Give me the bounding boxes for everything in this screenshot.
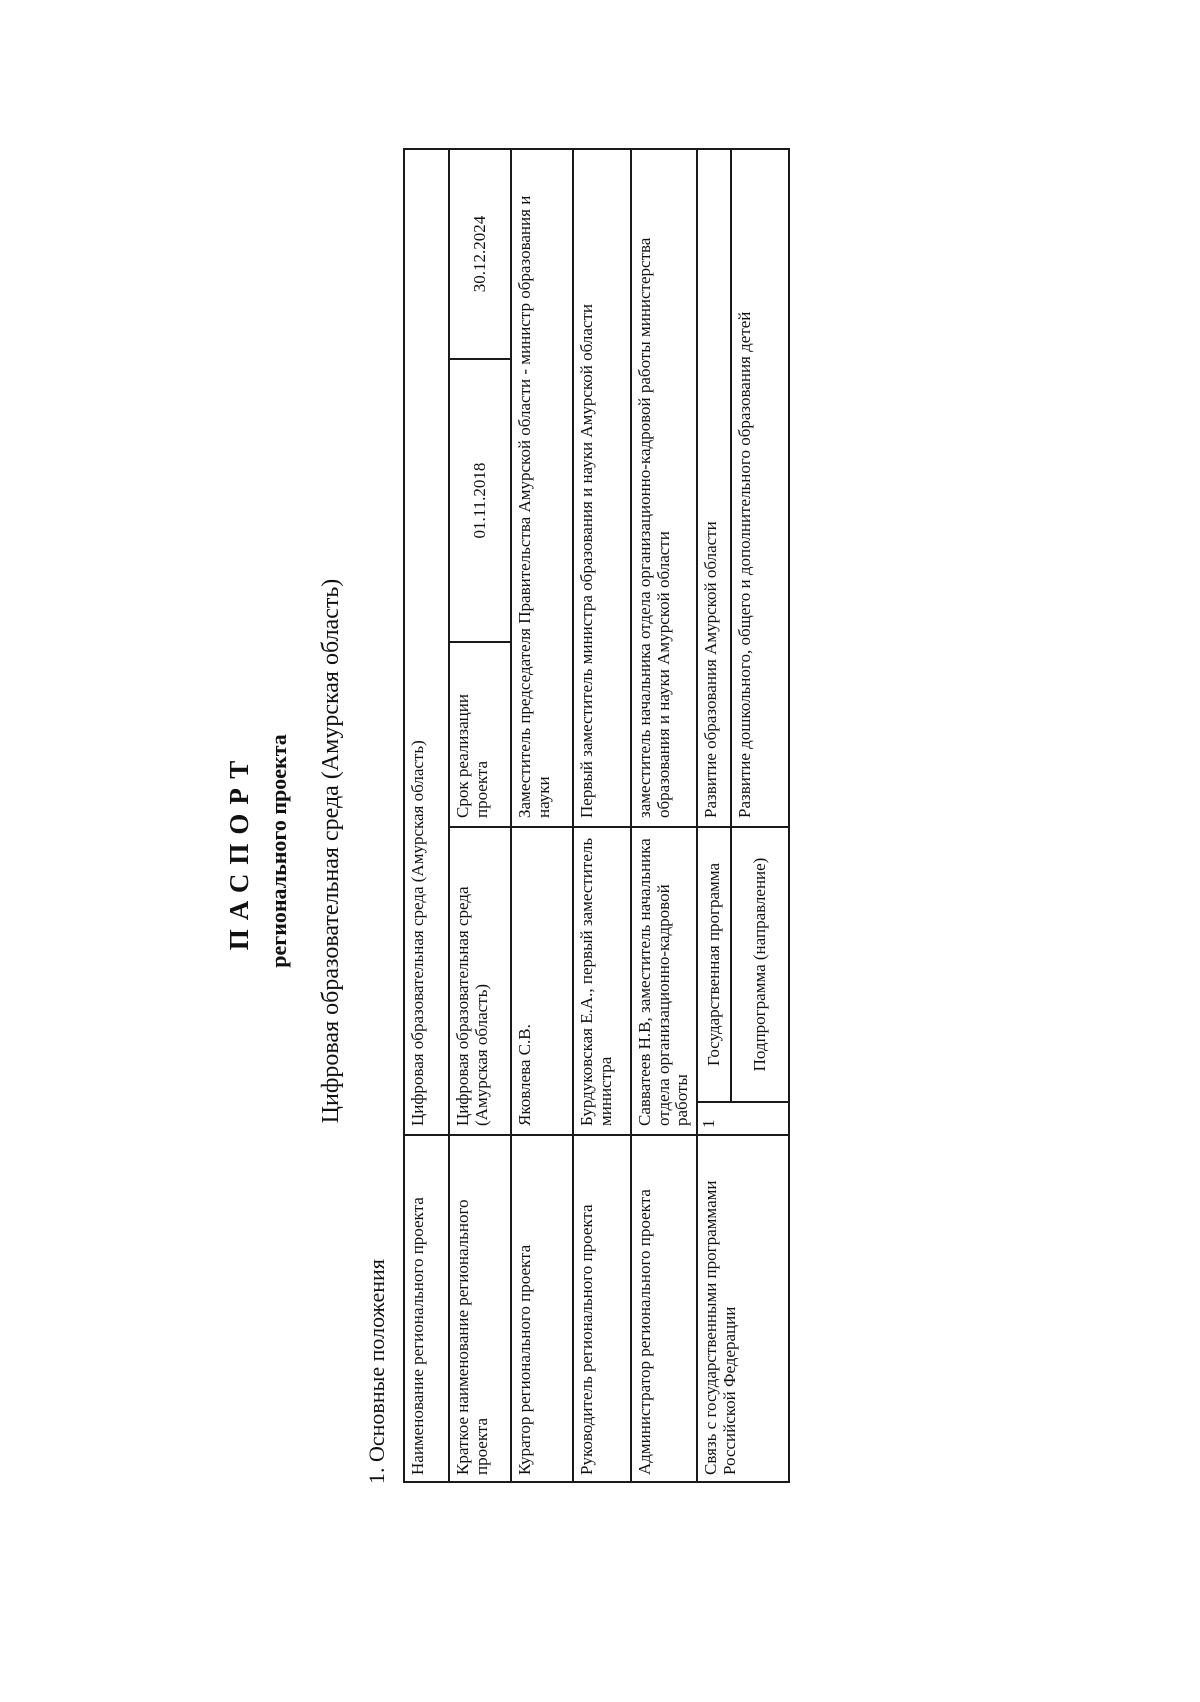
table-row	[511, 149, 573, 1482]
table-row	[697, 149, 731, 1482]
project-name-cell: Цифровая образовательная среда (Амурская область)	[404, 149, 449, 1135]
end-date-cell: 30.12.2024	[449, 149, 511, 359]
start-date-cell: 01.11.2018	[449, 359, 511, 642]
leader-position-cell: Первый заместитель министра образования и науки Амурской области	[573, 149, 631, 827]
project-name-heading: Цифровая образовательная среда (Амурская область)	[318, 578, 344, 1124]
curator-position-cell: Заместитель председателя Правительства Амурской области - министр образования и науки	[511, 149, 573, 827]
administrator-name-cell: Савватеев Н.В, заместитель начальника отдела организационно-кадровой работы	[631, 827, 697, 1135]
program-label-cell: Государственная программа	[697, 827, 731, 1102]
table-row	[404, 149, 449, 1482]
row-label: Куратор регионального проекта	[511, 1135, 573, 1482]
document-subtitle: регионального проекта	[266, 734, 291, 968]
row-label: Руководитель регионального проекта	[573, 1135, 631, 1482]
program-value-cell: Развитие образования Амурской области	[697, 149, 731, 827]
leader-name-cell: Бурдуковская Е.А., первый заместитель министра	[573, 827, 631, 1135]
short-name-cell: Цифровая образовательная среда (Амурская область)	[449, 827, 511, 1135]
row-label: Наименование регионального проекта	[404, 1135, 449, 1482]
row-label: Краткое наименование регионального проекта	[449, 1135, 511, 1482]
link-number-cell: 1	[697, 1102, 789, 1135]
row-label: Связь с государственными программами Российской Федерации	[697, 1135, 789, 1482]
subprogram-label-cell: Подпрограмма (направление)	[731, 827, 789, 1102]
subprogram-value-cell: Развитие дошкольного, общего и дополнительного образования детей	[731, 149, 789, 827]
administrator-position-cell: заместитель начальника отдела организационно-кадровой работы министерства образования и науки Амурской области	[631, 149, 697, 827]
row-label: Администратор регионального проекта	[631, 1135, 697, 1482]
passport-table	[403, 148, 790, 1483]
table-row	[631, 149, 697, 1482]
curator-name-cell: Яковлева С.В.	[511, 827, 573, 1135]
section-heading: 1. Основные положения	[364, 1259, 389, 1484]
table-row	[449, 149, 511, 1482]
table-row	[573, 149, 631, 1482]
term-label-cell: Срок реализации проекта	[449, 642, 511, 827]
document-title: ПАСПОРТ	[224, 751, 254, 951]
